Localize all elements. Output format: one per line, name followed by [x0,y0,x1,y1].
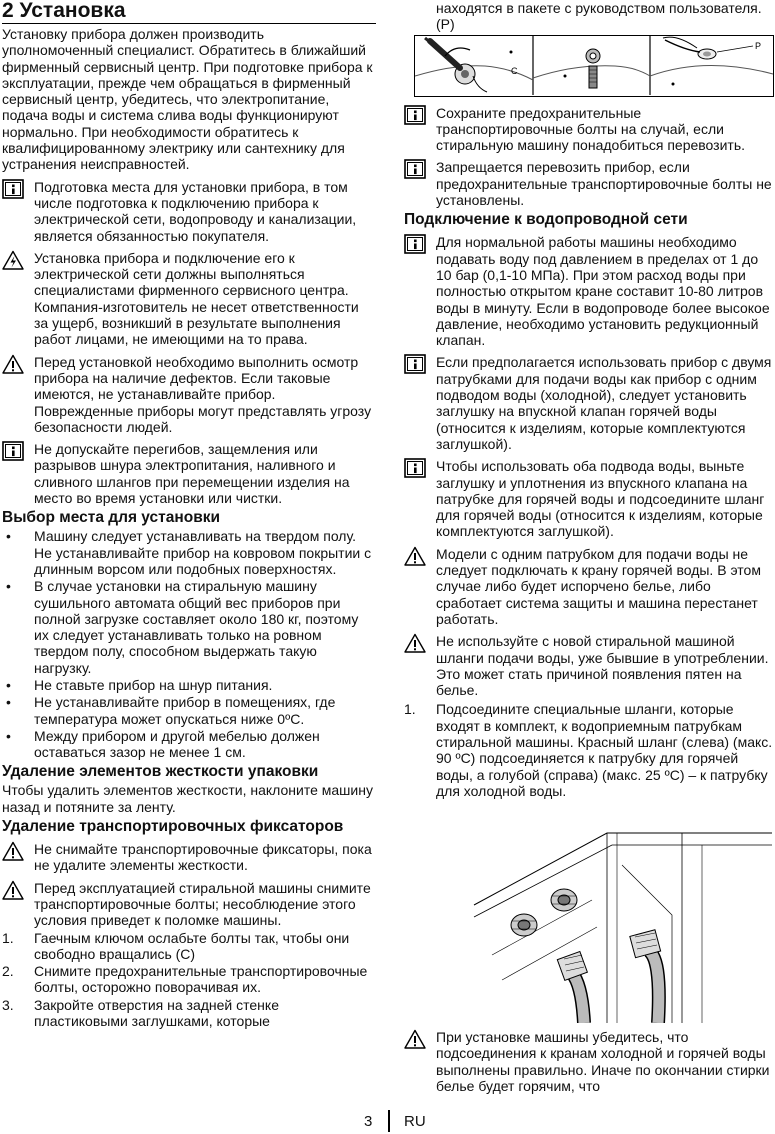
info-note-text: Запрещается перевозить прибор, если предохранительные транспортировочные болты не установлены. [436,159,772,209]
warning-note [2,880,376,929]
warning-icon [2,880,24,900]
page-number: 3 [364,1113,373,1130]
warning-note-text: Не используйте с новой стиральной машиной шланги подачи воды, уже бывшие в употреблении. Это может стать причиной появления пятен на белье. [436,633,769,699]
info-note-text: Подготовка места для установки прибора, в том числе подготовка к подключению прибора к электрической сети, водопроводу и канализации, является обязанностью покупателя. [34,178,357,244]
hose-connection-illustration [472,805,772,1023]
step-text: Закройте отверстия на задней стенке пластиковыми заглушками, которые [34,996,279,1030]
continued-text: находятся в пакете с руководством пользователя. (P) [436,0,762,33]
bullet-dot: • [6,578,11,595]
warning-note [404,546,774,627]
info-note [404,234,774,348]
info-icon [404,354,426,374]
warning-icon [2,354,24,374]
bullet-dot: • [6,727,11,744]
bullet-item [2,528,376,577]
step-text: Гаечным ключом ослабьте болты так, чтобы они свободно вращались (C) [34,929,350,962]
step-number: 1. [404,701,416,718]
footer-divider [388,1110,390,1132]
language-code: RU [404,1113,426,1130]
info-note-text: Чтобы использовать оба подвода воды, выньте заглушку и уплотнения из впускного клапана на патрубке для горячей воды и подсоедините шланг для горячей воды (относится к изделиям, которые комплектуются заглушкой). [436,458,765,540]
info-note-text: Сохраните предохранительные транспортировочные болты на случай, если стиральную машину понадобиться перевозить. [436,104,746,154]
info-note-text: Не допускайте перегибов, защемления или разрывов шнура электропитания, наливного и сливного шлангов при перемещении изделия на место во время установки или чистки. [34,441,350,507]
left-column [2,0,376,1029]
step-item [404,701,774,799]
figure-label-p: P [755,40,762,51]
step-text: Снимите предохранительные транспортировочные болты, осторожно поворачивая их. [34,963,368,996]
info-icon [404,234,426,254]
warning-note-text: Перед установкой необходимо выполнить осмотр прибора на наличие дефектов. Если таковые имеются, не устанавливайте прибор. Поврежденные приборы могут представлять угрозу безопасности людей. [34,353,372,435]
warning-note [404,633,774,698]
figure-label-c: C [511,65,518,76]
bullet-text: Не ставьте прибор на шнур питания. [34,676,273,693]
step-item [2,997,376,1030]
warning-icon [404,546,426,566]
heading-water: Подключение к водопроводной сети [404,211,688,229]
info-note-text: Для нормальной работы машины необходимо подавать воду под давлением в пределах от 1 до 10 бар (0,1-10 МПа). При этом расход воды при полностью открытом кране составит 10-80 литров воды в минуту. Если в водопроводе более высокое давление, необходимо установить редукционный клапан. [436,234,770,349]
bullet-text: Между прибором и другой мебелью должен оставаться зазор не менее 1 см. [34,727,320,761]
warning-icon [404,1029,426,1049]
info-note [404,159,774,208]
electric-hazard-icon [2,250,24,270]
info-note [404,105,774,154]
heading-packing: Удаление элементов жесткости упаковки [2,763,319,781]
warning-note-text: Модели с одним патрубком для подачи воды не следует подключать к крану горячей воды. В этом случае либо будет испорчено белье, либо сработает система защиты и машина перестанет работать. [436,545,761,627]
bolt-removal-figure [414,35,774,97]
right-column [404,0,774,1094]
heading-bolts: Удаление транспортировочных фиксаторов [2,818,344,836]
electric-warning-note [2,250,376,348]
warning-icon [2,841,24,861]
info-icon [2,179,24,199]
step-number: 1. [2,929,14,946]
info-note [404,354,774,452]
bolt-removal-illustration [415,36,773,95]
warning-note [2,354,376,435]
bullet-text: Машину следует устанавливать на твердом полу. Не устанавливайте прибор на ковровом покрытии с длинным ворсом или подобных поверхностях. [34,528,372,577]
warning-note [404,1029,774,1094]
step-text: Подсоедините специальные шланги, которые входят в комплект, к водоприемным патрубкам стиральной машины. Красный шланг (слева) (макс. 90 ºC) подсоединяется к патрубку для горячей воды, а голубой (справа) (макс. 25 ºC) – к патрубку для холодной воды. [436,701,773,799]
info-note-text: Если предполагается использовать прибор с двумя патрубками для подачи воды как прибор с одним подводом воды (холодной), следует установить заглушку на впускной клапан горячей воды (относится к изделиям, которые комплектуются заглушкой). [436,354,772,452]
warning-note-text: Не снимайте транспортировочные фиксаторы, пока не удалите элементы жесткости. [34,841,372,874]
section-title: 2 Установка [2,0,376,24]
step-number: 3. [2,996,14,1013]
warning-icon [404,633,426,653]
bullet-dot: • [6,694,11,711]
bullet-item [2,677,376,693]
electric-warning-text: Установка прибора и подключение его к электрической сети должны выполняться специалистами фирменного сервисного центра. Компания-изготовитель не несет ответственности за ущерб, возникший в результате выполнения работ лицами, не имеющими на то права. [34,249,359,348]
bullet-text: Не устанавливайте прибор в помещениях, где температура может опускаться ниже 0ºC. [34,694,336,727]
page-footer [0,1114,775,1134]
bullet-item [2,578,376,676]
step-item [2,963,376,996]
info-icon [404,458,426,478]
info-icon [404,105,426,125]
info-note [2,441,376,506]
bullet-item [2,694,376,727]
warning-note-text: При установке машины убедитесь, что подсоединения к кранам холодной и горячей воды выполнены правильно. Иначе по окончании стирки белье будет горячим, что [436,1029,770,1095]
step-number: 2. [2,963,14,980]
intro-paragraph: Установку прибора должен производить уполномоченный специалист. Обратитесь в ближайший фирменный сервисный центр. При подготовке прибора к эксплуатации, прежде чем обращаться в фирменный сервисный центр, убедитесь, что электропитание, подача воды и система слива воды функционируют нормально. При необходимости обратитесь к квалифицированному электрику или сантехнику для устранения неисправностей. [2,26,373,173]
step-item [2,930,376,963]
warning-note [2,841,376,874]
info-note [404,458,774,539]
warning-note-text: Перед эксплуатацией стиральной машины снимите транспортировочные болты; несоблюдение этого условия приведет к поломке машины. [34,879,371,929]
info-note [2,179,376,244]
bullet-item [2,728,376,761]
info-icon [2,441,24,461]
packing-text: Чтобы удалить элементов жесткости, наклоните машину назад и потяните за ленту. [2,782,373,815]
bullet-dot: • [6,676,11,693]
heading-place: Выбор места для установки [2,509,221,527]
info-icon [404,159,426,179]
bullet-dot: • [6,528,11,545]
bullet-text: В случае установки на стиральную машину сушильного автомата общий вес приборов при полной загрузке составляет около 180 кг, поэтому их следует устанавливать только на ровном твердом полу, способном выдержать такую нагрузку. [34,578,359,676]
